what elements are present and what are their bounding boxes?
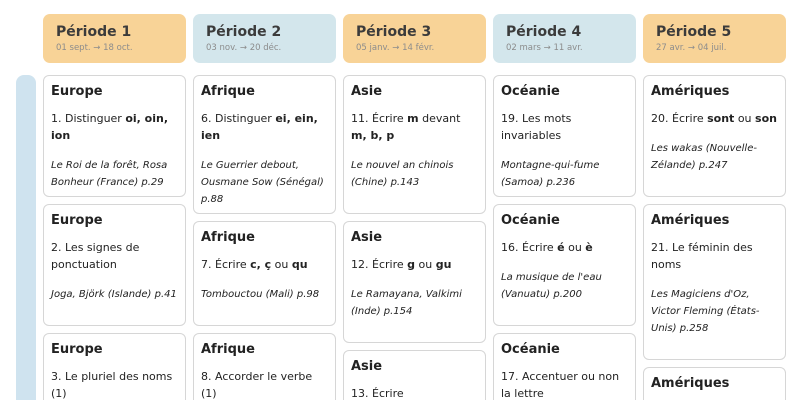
card-reference: Le Ramayana, Valkimi (Inde) p.154	[351, 289, 462, 317]
card-region: Asie	[351, 84, 383, 99]
card-lesson: 13. Écrire	[351, 387, 404, 400]
card-reference: Montagne-qui-fume (Samoa) p.236	[501, 160, 600, 188]
period-column-3	[343, 14, 486, 63]
card-reference: Les Magiciens d'Oz, Victor Fleming (États-Unis) p.258	[651, 289, 760, 334]
period-header-3[interactable]	[343, 14, 486, 63]
lesson-card[interactable]	[493, 333, 636, 400]
card-region: Océanie	[501, 84, 560, 99]
card-region: Asie	[351, 230, 383, 245]
card-lesson: 19. Les mots invariables	[501, 112, 572, 142]
card-lesson: 11. Écrire m devant m, b, p	[351, 112, 461, 142]
card-reference: La musique de l'eau (Vanuatu) p.200	[501, 272, 602, 300]
card-lesson: 12. Écrire g ou gu	[351, 258, 452, 271]
period-column-4	[493, 14, 636, 63]
card-lesson: 7. Écrire c, ç ou qu	[201, 258, 308, 271]
card-reference: Le Roi de la forêt, Rosa Bonheur (France) p.29	[51, 160, 168, 188]
lesson-card[interactable]	[43, 333, 186, 400]
lesson-card[interactable]	[193, 221, 336, 326]
period-dates: 03 nov. → 20 déc.	[206, 43, 282, 53]
period-header-5[interactable]	[643, 14, 786, 63]
lesson-card[interactable]	[193, 75, 336, 214]
card-region: Océanie	[501, 342, 560, 357]
card-region: Amériques	[651, 84, 730, 99]
period-column-1	[43, 14, 186, 63]
card-lesson: 16. Écrire é ou è	[501, 241, 593, 254]
lesson-card[interactable]	[493, 75, 636, 197]
card-lesson: 3. Le pluriel des noms (1)	[51, 370, 173, 400]
period-header-4[interactable]	[493, 14, 636, 63]
card-region: Océanie	[501, 213, 560, 228]
card-region: Europe	[51, 213, 103, 228]
period-title: Période 5	[656, 24, 732, 40]
card-region: Afrique	[201, 342, 255, 357]
period-title: Période 4	[506, 24, 582, 40]
lesson-card[interactable]	[493, 204, 636, 326]
period-title: Période 2	[206, 24, 282, 40]
card-lesson: 2. Les signes de ponctuation	[51, 241, 140, 271]
lesson-card[interactable]	[343, 221, 486, 343]
card-reference: Les wakas (Nouvelle-Zélande) p.247	[651, 143, 757, 171]
period-title: Période 3	[356, 24, 432, 40]
card-region: Europe	[51, 84, 103, 99]
card-reference: Tombouctou (Mali) p.98	[201, 289, 320, 300]
lesson-card[interactable]	[343, 75, 486, 214]
card-region: Amériques	[651, 213, 730, 228]
period-dates: 01 sept. → 18 oct.	[56, 43, 133, 53]
period-column-5	[643, 14, 786, 63]
card-region: Afrique	[201, 230, 255, 245]
card-region: Asie	[351, 359, 383, 374]
card-region: Amériques	[651, 376, 730, 391]
card-lesson: 1. Distinguer oi, oin, ion	[51, 112, 169, 142]
lesson-card[interactable]	[643, 204, 786, 360]
period-header-1[interactable]	[43, 14, 186, 63]
period-dates: 05 janv. → 14 févr.	[356, 43, 435, 53]
card-lesson: 6. Distinguer ei, ein, ien	[201, 112, 318, 142]
card-reference: Joga, Björk (Islande) p.41	[51, 289, 177, 300]
lesson-card[interactable]	[43, 75, 186, 197]
left-timeline-rail	[16, 75, 36, 400]
card-reference: Le nouvel an chinois (Chine) p.143	[351, 160, 454, 188]
card-lesson: 21. Le féminin des noms	[651, 241, 753, 271]
card-region: Europe	[51, 342, 103, 357]
period-header-2[interactable]	[193, 14, 336, 63]
period-dates: 02 mars → 11 avr.	[506, 43, 583, 53]
card-lesson: 20. Écrire sont ou son	[651, 112, 777, 125]
period-dates: 27 avr. → 04 juil.	[656, 43, 727, 53]
lesson-card[interactable]	[643, 367, 786, 400]
card-region: Afrique	[201, 84, 255, 99]
lesson-card[interactable]	[643, 75, 786, 197]
lesson-card[interactable]	[193, 333, 336, 400]
card-lesson: 8. Accorder le verbe (1)	[201, 370, 313, 400]
card-reference: Le Guerrier debout, Ousmane Sow (Sénégal) p.88	[201, 160, 324, 205]
period-column-2	[193, 14, 336, 63]
lesson-card[interactable]	[43, 204, 186, 326]
period-title: Période 1	[56, 24, 132, 40]
lesson-card[interactable]	[343, 350, 486, 400]
card-lesson: 17. Accentuer ou non la lettre	[501, 370, 620, 400]
